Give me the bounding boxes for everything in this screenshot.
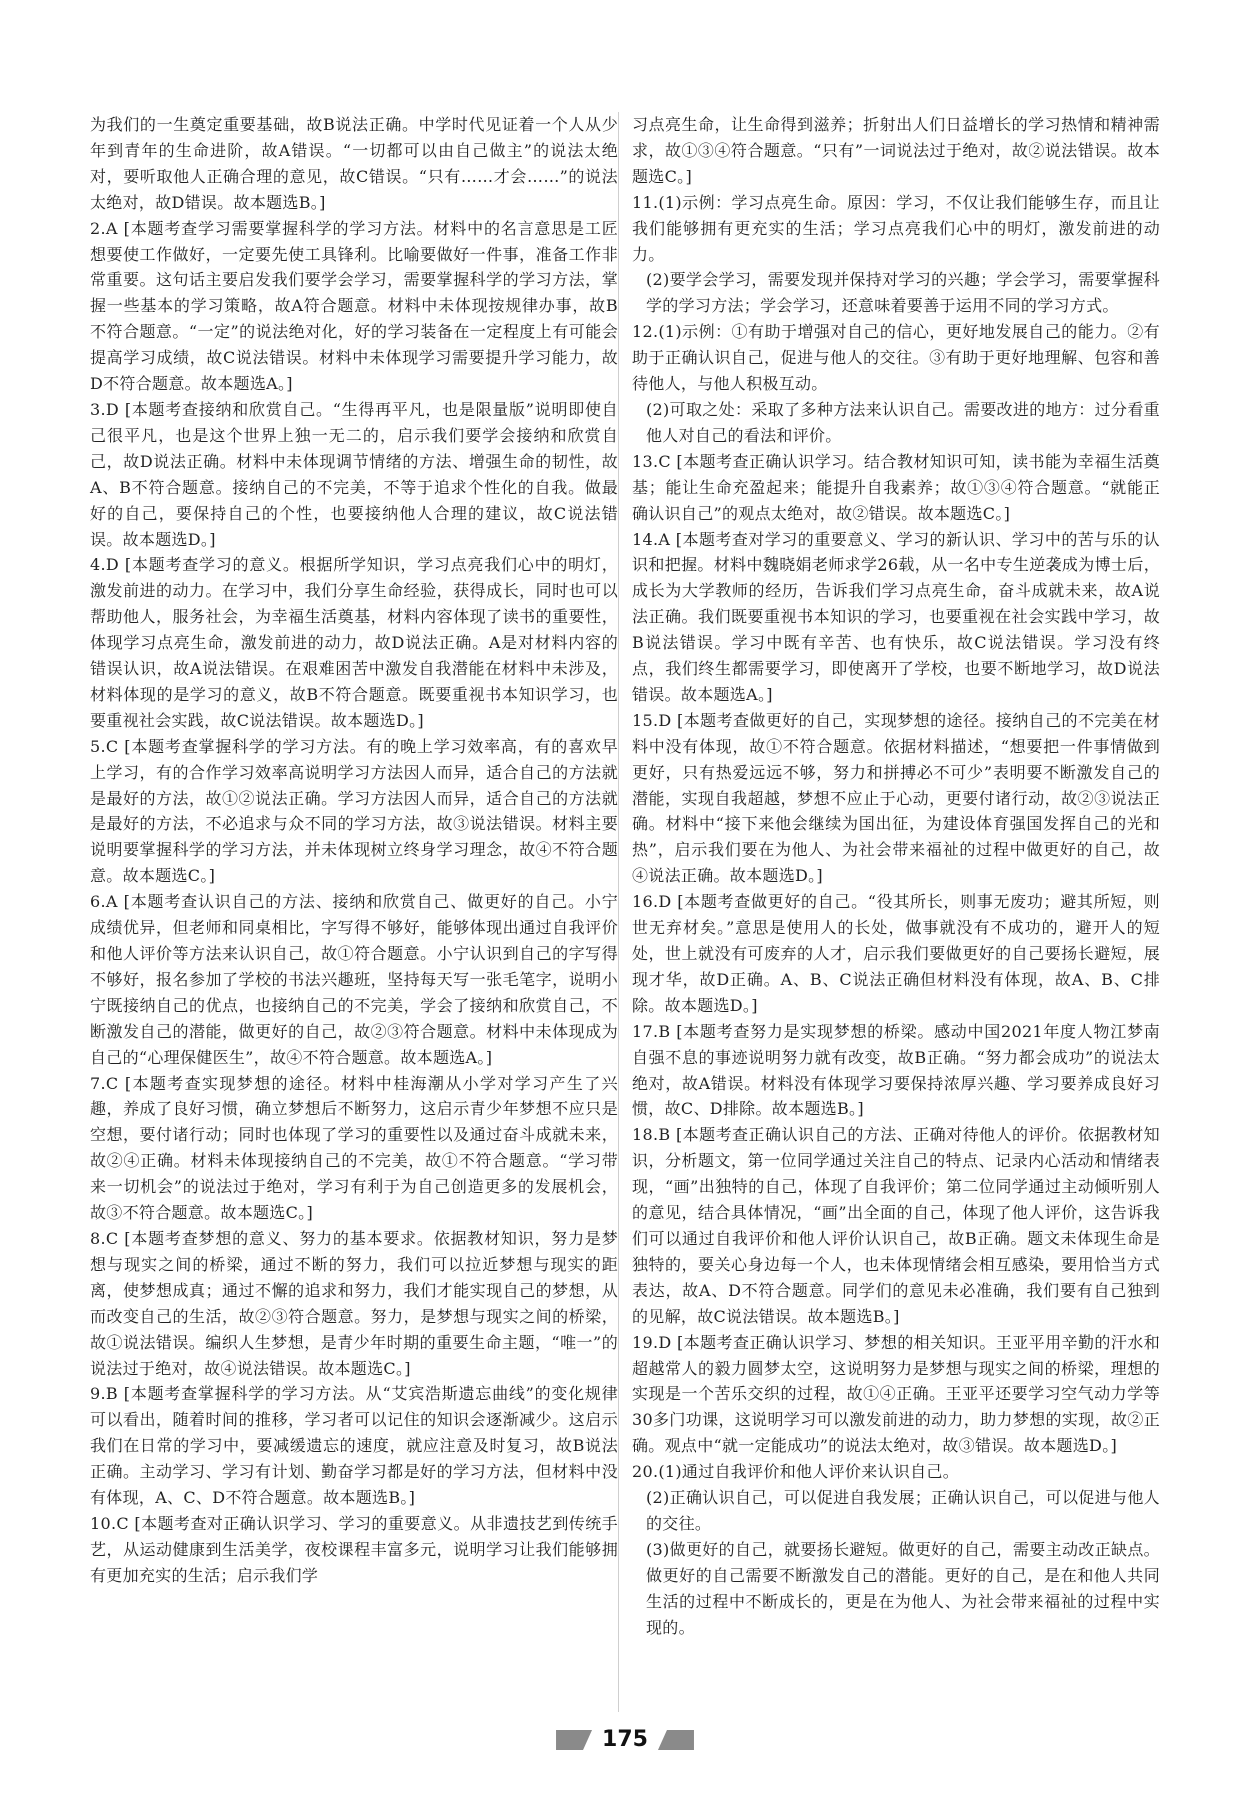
answer-paragraph: 13.C [本题考查正确认识学习。结合教材知识可知，读书能为幸福生活奠基；能让生命充盈起来；能提升自我素养；故①③④符合题意。“就能正确认识自己”的观点太绝对，故②错误。故本题选C。]: [632, 451, 1160, 523]
answer-paragraph: 16.D [本题考查做更好的自己。“役其所长，则事无废功；避其所短，则世无弃材矣。”意思是使用人的长处，做事就没有不成功的，避开人的短处，世上就没有可废弃的人才，启示我们要做更好的自己要扬长避短，展现才华，故D正确。A、B、C说法正确但材料没有体现，故A、B、C排除。故本题选D。]: [632, 892, 1160, 1015]
answer-paragraph: 5.C [本题考查掌握科学的学习方法。有的晚上学习效率高，有的喜欢早上学习，有的合作学习效率高说明学习方法因人而异，适合自己的方法就是最好的方法，故①②说法正确。学习方法因人而异，适合自己的方法就是最好的方法，不必追求与众不同的学习方法，故③说法错误。材料主要说明要掌握科学的学习方法，并未体现树立终身学习理念，故④不符合题意。故本题选C。]: [90, 736, 618, 886]
left-column: [90, 112, 618, 1589]
footer-left-ornament: [556, 1730, 592, 1750]
footer-right-ornament: [658, 1730, 694, 1750]
answer-paragraph: 19.D [本题考查正确认识学习、梦想的相关知识。王亚平用辛勤的汗水和超越常人的毅力圆梦太空，这说明努力是梦想与现实之间的桥梁，理想的实现是一个苦乐交织的过程，故①④正确。王亚平还要学习空气动力学等30多门功课，这说明学习可以激发前进的动力，助力梦想的实现，故②正确。观点中“就一定能成功”的说法太绝对，故③错误。故本题选D。]: [632, 1332, 1160, 1456]
right-column: [632, 112, 1160, 1640]
answer-paragraph: 12.(1)示例：①有助于增强对自己的信心，更好地发展自己的能力。②有助于正确认识自己，促进与他人的交往。③有助于更好地理解、包容和善待他人，与他人积极互动。: [632, 322, 1160, 394]
answer-paragraph: 6.A [本题考查认识自己的方法、接纳和欣赏自己、做更好的自己。小宁成绩优异，但老师和同桌相比，字写得不够好，能够体现出通过自我评价和他人评价等方法来认识自己，故①符合题意。小宁认识到自己的字写得不够好，报名参加了学校的书法兴趣班，坚持每天写一张毛笔字，说明小宁既接纳自己的优点，也接纳自己的不完美，学会了接纳和欣赏自己，不断激发自己的潜能，做更好的自己，故②③符合题意。材料中未体现成为自己的“心理保健医生”，故④不符合题意。故本题选A。]: [90, 892, 618, 1067]
page-number: 175: [602, 1727, 648, 1753]
answer-paragraph: 习点亮生命，让生命得到滋养；折射出人们日益增长的学习热情和精神需求，故①③④符合题意。“只有”一词说法过于绝对，故②说法错误。故本题选C。]: [632, 115, 1160, 186]
answer-subparagraph: (3)做更好的自己，就要扬长避短。做更好的自己，需要主动改正缺点。做更好的自己需要不断激发自己的潜能。更好的自己，是在和他人共同生活的过程中不断成长的，更是在为他人、为社会带来福祉的过程中实现的。: [646, 1539, 1160, 1637]
answer-paragraph: 18.B [本题考查正确认识自己的方法、正确对待他人的评价。依据教材知识，分析题文，第一位同学通过关注自己的特点、记录内心活动和情绪表现，“画”出独特的自己，体现了自我评价；第二位同学通过主动倾听别人的意见，结合具体情况，“画”出全面的自己，体现了他人评价，这告诉我们可以通过自我评价和他人评价认识自己，故B正确。题文未体现生命是独特的，要关心身边每一个人，也未体现情绪会相互感染，要用恰当方式表达，故A、D不符合题意。同学们的意见未必准确，我们要有自己独到的见解，故C说法错误。故本题选B。]: [632, 1125, 1160, 1326]
answer-subparagraph: (2)可取之处：采取了多种方法来认识自己。需要改进的地方：过分看重他人对自己的看法和评价。: [646, 399, 1160, 445]
answer-subparagraph: (2)正确认识自己，可以促进自我发展；正确认识自己，可以促进与他人的交往。: [646, 1488, 1160, 1533]
answer-paragraph: 3.D [本题考查接纳和欣赏自己。“生得再平凡，也是限量版”说明即使自己很平凡，也是这个世界上独一无二的，启示我们要学会接纳和欣赏自己，故D说法正确。材料中未体现调节情绪的方法、增强生命的韧性，故A、B不符合题意。接纳自己的不完美，不等于追求个性化的自我。做最好的自己，要保持自己的个性，也要接纳他人合理的建议，故C说法错误。故本题选D。]: [90, 399, 618, 549]
answer-paragraph: 4.D [本题考查学习的意义。根据所学知识，学习点亮我们心中的明灯，激发前进的动力。在学习中，我们分享生命经验，获得成长，同时也可以帮助他人，服务社会，为幸福生活奠基，材料内容体现了读书的重要性，体现学习点亮生命，激发前进的动力，故D说法正确。A是对材料内容的错误认识，故A说法错误。在艰难困苦中激发自我潜能在材料中未涉及，材料体现的是学习的意义，故B不符合题意。既要重视书本知识学习，也要重视社会实践，故C说法错误。故本题选D。]: [90, 555, 618, 730]
answer-paragraph: 7.C [本题考查实现梦想的途径。材料中桂海潮从小学对学习产生了兴趣，养成了良好习惯，确立梦想后不断努力，这启示青少年梦想不应只是空想，要付诸行动；同时也体现了学习的重要性以及通过奋斗成就未来，故②④正确。材料未体现接纳自己的不完美，故①不符合题意。“学习带来一切机会”的说法过于绝对，学习有利于为自己创造更多的发展机会，故③不符合题意。故本题选C。]: [90, 1073, 618, 1223]
answer-paragraph: 为我们的一生奠定重要基础，故B说法正确。中学时代见证着一个人从少年到青年的生命进阶，故A错误。“一切都可以由自己做主”的说法太绝对，要听取他人正确合理的意见，故C错误。“只有……才会……”的说法太绝对，故D错误。故本题选B。]: [90, 115, 618, 212]
answer-paragraph: 11.(1)示例：学习点亮生命。原因：学习，不仅让我们能够生存，而且让我们能够拥有更充实的生活；学习点亮我们心中的明灯，激发前进的动力。: [632, 192, 1160, 264]
answer-paragraph: 20.(1)通过自我评价和他人评价来认识自己。: [632, 1462, 960, 1482]
column-divider: [618, 112, 619, 1712]
answer-paragraph: 2.A [本题考查学习需要掌握科学的学习方法。材料中的名言意思是工匠想要使工作做好，一定要先使工具锋利。比喻要做好一件事，准备工作非常重要。这句话主要启发我们要学会学习，需要掌握科学的学习方法，掌握一些基本的学习策略，故A符合题意。材料中未体现按规律办事，故B不符合题意。“一定”的说法绝对化，好的学习装备在一定程度上有可能会提高学习成绩，故C说法错误。材料中未体现学习需要提升学习能力，故D不符合题意。故本题选A。]: [90, 218, 618, 394]
answer-subparagraph: (2)要学会学习，需要发现并保持对学习的兴趣；学会学习，需要掌握科学的学习方法；学会学习，还意味着要善于运用不同的学习方式。: [646, 270, 1160, 316]
answer-paragraph: 8.C [本题考查梦想的意义、努力的基本要求。依据教材知识，努力是梦想与现实之间的桥梁，通过不断的努力，我们可以拉近梦想与现实的距离，使梦想成真；通过不懈的追求和努力，我们才能实现自己的梦想，从而改变自己的生活，故②③符合题意。努力，是梦想与现实之间的桥梁，故①说法错误。编织人生梦想，是青少年时期的重要生命主题，“唯一”的说法过于绝对，故④说法错误。故本题选C。]: [90, 1228, 618, 1378]
answer-paragraph: 9.B [本题考查掌握科学的学习方法。从“艾宾浩斯遗忘曲线”的变化规律可以看出，随着时间的推移，学习者可以记住的知识会逐渐减少。这启示我们在日常的学习中，要减缓遗忘的速度，就应注意及时复习，故B说法正确。主动学习、学习有计划、勤奋学习都是好的学习方法，但材料中没有体现，A、C、D不符合题意。故本题选B。]: [90, 1384, 618, 1508]
answer-paragraph: 15.D [本题考查做更好的自己，实现梦想的途径。接纳自己的不完美在材料中没有体现，故①不符合题意。依据材料描述，“想要把一件事情做到更好，只有热爱远远不够，努力和拼搏必不可少”表明要不断激发自己的潜能，实现自我超越，梦想不应止于心动，更要付诸行动，故②③说法正确。材料中“接下来他会继续为国出征，为建设体育强国发挥自己的光和热”，启示我们要在为他人、为社会带来福祉的过程中做更好的自己，故④说法正确。故本题选D。]: [632, 710, 1160, 886]
answer-paragraph: 10.C [本题考查对正确认识学习、学习的重要意义。从非遗技艺到传统手艺，从运动健康到生活美学，夜校课程丰富多元，说明学习让我们能够拥有更加充实的生活；启示我们学: [90, 1513, 618, 1585]
answer-paragraph: 14.A [本题考查对学习的重要意义、学习的新认识、学习中的苦与乐的认识和把握。材料中魏晓娟老师求学26载，从一名中专生逆袭成为博士后，成长为大学教师的经历，告诉我们学习点亮生命，奋斗成就未来，故A说法正确。我们既要重视书本知识的学习，也要重视在社会实践中学习，故B说法错误。学习中既有辛苦、也有快乐，故C说法错误。学习没有终点，我们终生都需要学习，即使离开了学校，也要不断地学习，故D说法错误。故本题选A。]: [632, 529, 1160, 704]
answer-paragraph: 17.B [本题考查努力是实现梦想的桥梁。感动中国2021年度人物江梦南自强不息的事迹说明努力就有改变，故B正确。“努力都会成功”的说法太绝对，故A错误。材料没有体现学习要保持浓厚兴趣、学习要养成良好习惯，故C、D排除。故本题选B。]: [632, 1021, 1160, 1119]
page-footer: [0, 1720, 1250, 1760]
